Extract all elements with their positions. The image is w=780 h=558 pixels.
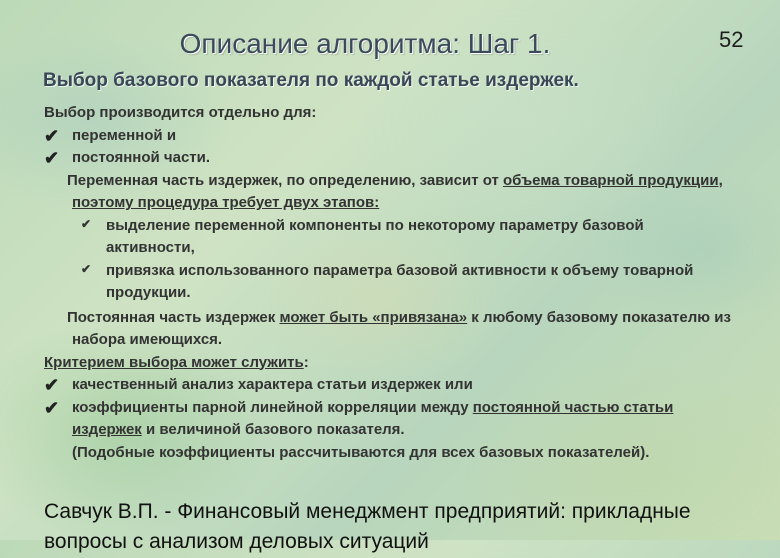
list-item-text: качественный анализ характера статьи издержек или <box>72 376 473 393</box>
intro-text: Выбор производится отдельно для: <box>44 104 317 121</box>
slide-subtitle: Выбор базового показателя по каждой статье издержек. <box>43 70 579 91</box>
list-item-note: (Подобные коэффициенты рассчитываются для всех базовых показателей). <box>72 443 650 461</box>
footer-citation: Савчук В.П. - Финансовый менеджмент предприятий: прикладные вопросы с анализом деловых ситуаций <box>44 500 691 554</box>
check-mark-icon: ✔ <box>44 397 60 418</box>
variable-part-underlined: объема товарной продукции, поэтому процедура требует двух этапов: <box>72 171 723 211</box>
check-mark-icon: ✔ <box>44 148 60 168</box>
variable-part-text: Переменная часть издержек, по определению, зависит от <box>67 171 504 189</box>
slide-title: Описание алгоритма: Шаг 1. <box>179 28 551 59</box>
slide-content <box>44 102 734 464</box>
variable-part-paragraph <box>44 170 734 215</box>
check-mark-icon: ✔ <box>44 125 60 146</box>
stage-text: привязка использованного параметра базовой активности к объему товарной продукции. <box>106 261 694 301</box>
criteria-label-end: : <box>303 353 309 371</box>
check-mark-icon: ✔ <box>44 375 60 395</box>
fixed-part-text: Постоянная часть издержек <box>67 308 280 326</box>
list-item-text-end: и величиной базового показателя. <box>141 421 405 438</box>
list-item <box>44 147 734 170</box>
fixed-part-underlined: может быть «привязана» <box>279 308 468 326</box>
fixed-part-text-end: к любому базовому показателю из набора имеющихся. <box>72 308 731 348</box>
list-item-underlined: постоянной частью статьи издержек <box>72 398 674 438</box>
fixed-part-paragraph <box>44 307 734 352</box>
stage-item <box>44 260 734 305</box>
list-item-text: переменной и <box>72 126 177 144</box>
page-number: 52 <box>719 27 744 52</box>
stage-text: выделение переменной компоненты по некоторому параметру базовой активности, <box>106 216 644 256</box>
list-item-text: постоянной части. <box>72 149 211 166</box>
criteria-label-underlined: Критерием выбора может служить <box>44 353 304 371</box>
list-item <box>44 125 734 148</box>
check-mark-icon: ✔ <box>81 261 92 276</box>
criteria-label <box>44 352 734 375</box>
list-item <box>44 374 734 397</box>
check-mark-icon: ✔ <box>81 216 92 231</box>
stage-item <box>44 215 734 260</box>
list-item <box>44 397 734 465</box>
list-item-text: коэффициенты парной линейной корреляции между <box>72 398 473 416</box>
